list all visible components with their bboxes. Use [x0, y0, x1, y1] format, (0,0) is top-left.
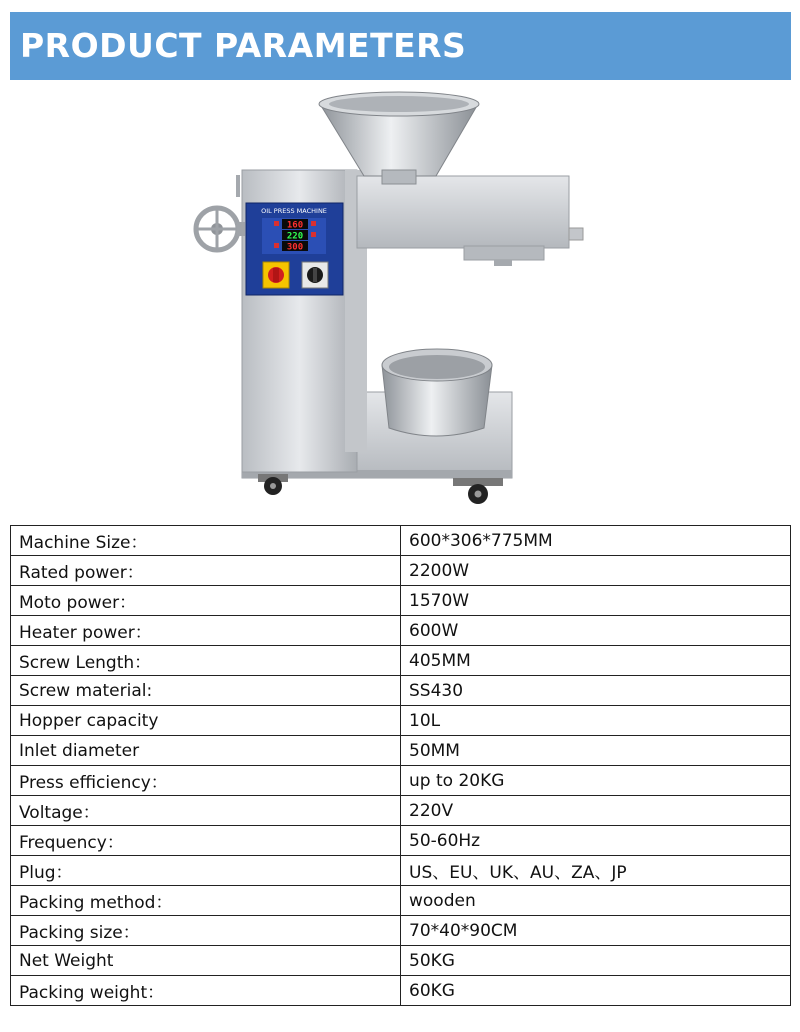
spec-label: Press efficiency： — [11, 766, 401, 796]
spec-value: 1570W — [401, 586, 791, 616]
spec-label: Inlet diameter — [11, 736, 401, 766]
temperature-display: 160 — [286, 220, 304, 231]
spec-label: Packing method： — [11, 886, 401, 916]
table-row — [11, 856, 791, 886]
spec-value: US、EU、UK、AU、ZA、JP — [401, 856, 791, 886]
caster-wheel — [453, 478, 503, 504]
voltage-display: 220 — [286, 231, 304, 242]
spec-value: 10L — [401, 706, 791, 736]
table-row — [11, 796, 791, 826]
spec-value: wooden — [401, 886, 791, 916]
panel-title: OIL PRESS MACHINE — [261, 207, 327, 215]
spec-value: 50KG — [401, 946, 791, 976]
table-row — [11, 766, 791, 796]
table-row — [11, 586, 791, 616]
spec-value: 60KG — [401, 976, 791, 1006]
spec-label: Rated power： — [11, 556, 401, 586]
spec-value: 220V — [401, 796, 791, 826]
spec-value: up to 20KG — [401, 766, 791, 796]
spec-label: Net Weight — [11, 946, 401, 976]
table-row — [11, 946, 791, 976]
spec-label: Heater power： — [11, 616, 401, 646]
table-row — [11, 616, 791, 646]
spec-value: 600W — [401, 616, 791, 646]
table-row — [11, 916, 791, 946]
table-row — [11, 886, 791, 916]
control-panel — [246, 203, 343, 295]
table-row — [11, 676, 791, 706]
table-row — [11, 706, 791, 736]
spec-label: Screw material: — [11, 676, 401, 706]
table-row — [11, 526, 791, 556]
oil-collecting-bowl — [382, 349, 492, 436]
table-row — [11, 646, 791, 676]
header-banner — [10, 12, 791, 80]
table-row — [11, 556, 791, 586]
spec-label: Frequency： — [11, 826, 401, 856]
spec-value: 405MM — [401, 646, 791, 676]
spec-label: Machine Size： — [11, 526, 401, 556]
table-row — [11, 736, 791, 766]
oil-press-machine-image — [185, 88, 605, 508]
spec-label: Packing size： — [11, 916, 401, 946]
spec-value: 50-60Hz — [401, 826, 791, 856]
spec-value: 2200W — [401, 556, 791, 586]
table-row — [11, 976, 791, 1006]
caster-wheel — [258, 474, 288, 495]
table-row — [11, 826, 791, 856]
spec-value: 600*306*775MM — [401, 526, 791, 556]
spec-label: Plug： — [11, 856, 401, 886]
spec-value: 50MM — [401, 736, 791, 766]
spec-label: Moto power： — [11, 586, 401, 616]
handwheel — [196, 208, 245, 250]
spec-label: Hopper capacity — [11, 706, 401, 736]
spec-label: Screw Length： — [11, 646, 401, 676]
spec-value: 70*40*90CM — [401, 916, 791, 946]
parameters-table — [10, 525, 791, 1006]
spec-label: Packing weight： — [11, 976, 401, 1006]
page-title: PRODUCT PARAMETERS — [20, 26, 467, 65]
setpoint-display: 300 — [286, 242, 304, 253]
spec-value: SS430 — [401, 676, 791, 706]
spec-label: Voltage： — [11, 796, 401, 826]
